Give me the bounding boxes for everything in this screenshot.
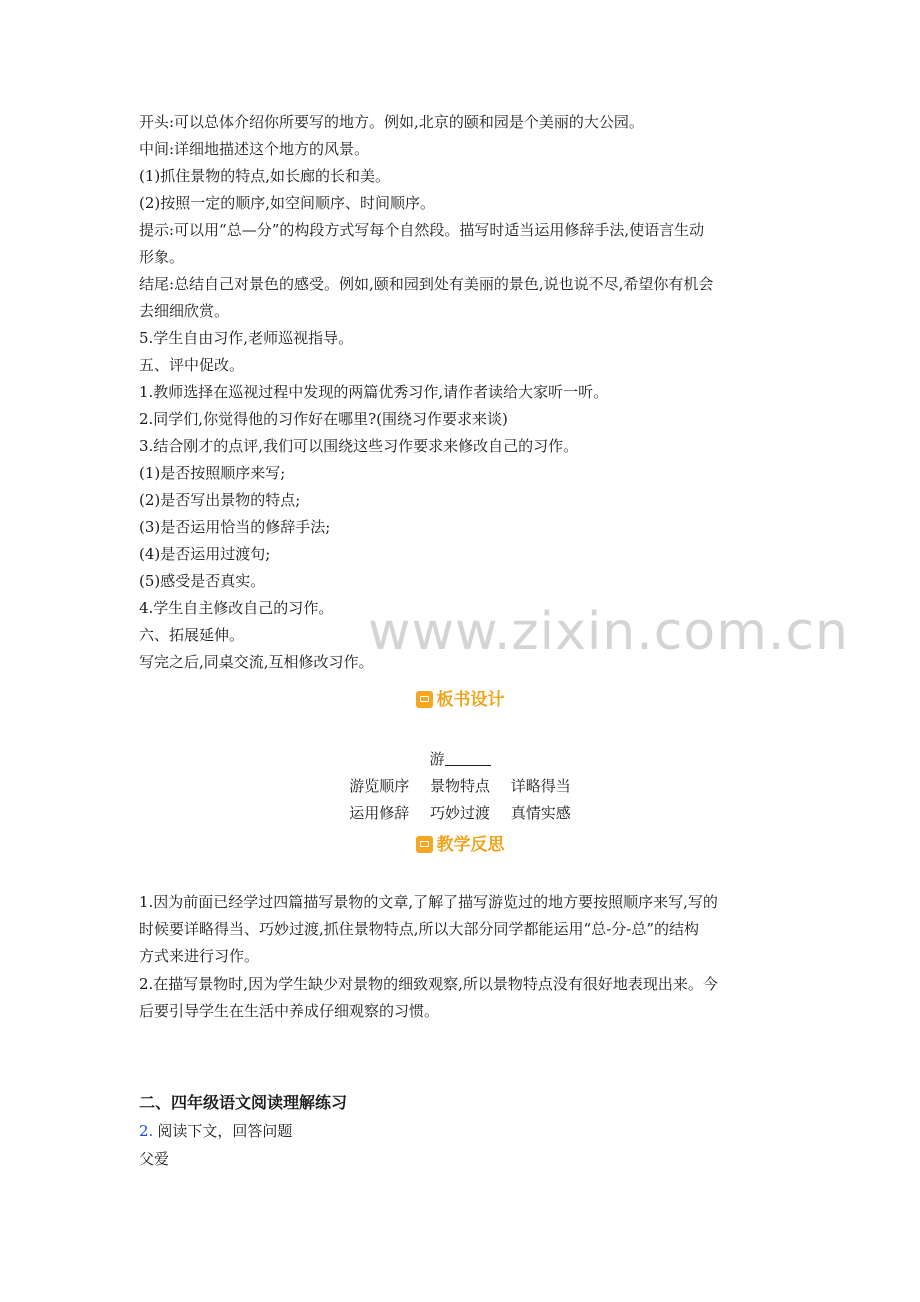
text-line: 3.结合刚才的点评,我们可以围绕这些习作要求来修改自己的习作。 <box>139 437 579 455</box>
reflection-heading <box>0 834 920 856</box>
text-line: (2)按照一定的顺序,如空间顺序、时间顺序。 <box>139 194 436 212</box>
reflection-icon <box>416 836 433 853</box>
board-topic-blank <box>445 750 491 766</box>
question-text: 阅读下文，回答问题 <box>157 1122 293 1140</box>
text-line: 形象。 <box>139 248 185 266</box>
text-line: 去细细欣赏。 <box>139 302 230 320</box>
board-icon <box>416 691 433 708</box>
text-line: 五、评中促改。 <box>139 356 245 374</box>
reflection-title: 教学反思 <box>436 835 505 855</box>
board-design-heading <box>0 689 920 711</box>
text-line: 提示:可以用“总—分”的构段方式写每个自然段。描写时适当运用修辞手法,使语言生动 <box>139 221 705 239</box>
reflection-line: 时候要详略得当、巧妙过渡,抓住景物特点,所以大部分同学都能运用“总-分-总”的结构 <box>139 920 700 938</box>
section2-heading: 二、四年级语文阅读理解练习 <box>139 1093 348 1112</box>
text-line: (1)是否按照顺序来写; <box>139 464 286 482</box>
reflection-line: 方式来进行习作。 <box>139 947 260 965</box>
board-item: 巧妙过渡 <box>429 804 490 822</box>
question-line <box>139 1122 779 1141</box>
text-line: (2)是否写出景物的特点; <box>139 491 301 509</box>
text-line: 4.学生自主修改自己的习作。 <box>139 599 334 617</box>
board-item: 运用修辞 <box>349 804 410 822</box>
text-line: 写完之后,同桌交流,互相修改习作。 <box>139 653 374 671</box>
watermark: www.zixin.com.cn <box>368 602 849 662</box>
text-line: 2.同学们,你觉得他的习作好在哪里?(围绕习作要求来谈) <box>139 410 508 428</box>
reflection-line: 后要引导学生在生活中养成仔细观察的习惯。 <box>139 1002 440 1020</box>
board-item: 真情实感 <box>510 804 571 822</box>
board-item: 详略得当 <box>510 777 571 795</box>
text-line: 5.学生自由习作,老师巡视指导。 <box>139 329 354 347</box>
text-line: (4)是否运用过渡句; <box>139 545 271 563</box>
reflection-line: 1.因为前面已经学过四篇描写景物的文章,了解了描写游览过的地方要按照顺序来写,写的 <box>139 893 718 911</box>
board-row-1 <box>0 776 920 796</box>
passage-title: 父爱 <box>139 1150 170 1168</box>
text-line: (3)是否运用恰当的修辞手法; <box>139 518 331 536</box>
board-topic-prefix: 游 <box>429 750 445 768</box>
text-line: (1)抓住景物的特点,如长廊的长和美。 <box>139 167 391 185</box>
board-item: 景物特点 <box>429 777 490 795</box>
text-line: (5)感受是否真实。 <box>139 572 266 590</box>
reflection-line: 2.在描写景物时,因为学生缺少对景物的细致观察,所以景物特点没有很好地表现出来。今 <box>139 975 718 993</box>
text-line: 六、拓展延伸。 <box>139 626 245 644</box>
text-line: 开头:可以总体介绍你所要写的地方。例如,北京的颐和园是个美丽的大公园。 <box>139 113 644 131</box>
board-topic <box>0 749 920 769</box>
board-item: 游览顺序 <box>349 777 410 795</box>
text-line: 中间:详细地描述这个地方的风景。 <box>139 140 370 158</box>
question-number: 2. <box>139 1122 154 1140</box>
text-line: 结尾:总结自己对景色的感受。例如,颐和园到处有美丽的景色,说也说不尽,希望你有机会 <box>139 275 714 293</box>
text-line: 1.教师选择在巡视过程中发现的两篇优秀习作,请作者读给大家听一听。 <box>139 383 609 401</box>
board-design-title: 板书设计 <box>436 690 505 710</box>
board-row-2 <box>0 803 920 823</box>
